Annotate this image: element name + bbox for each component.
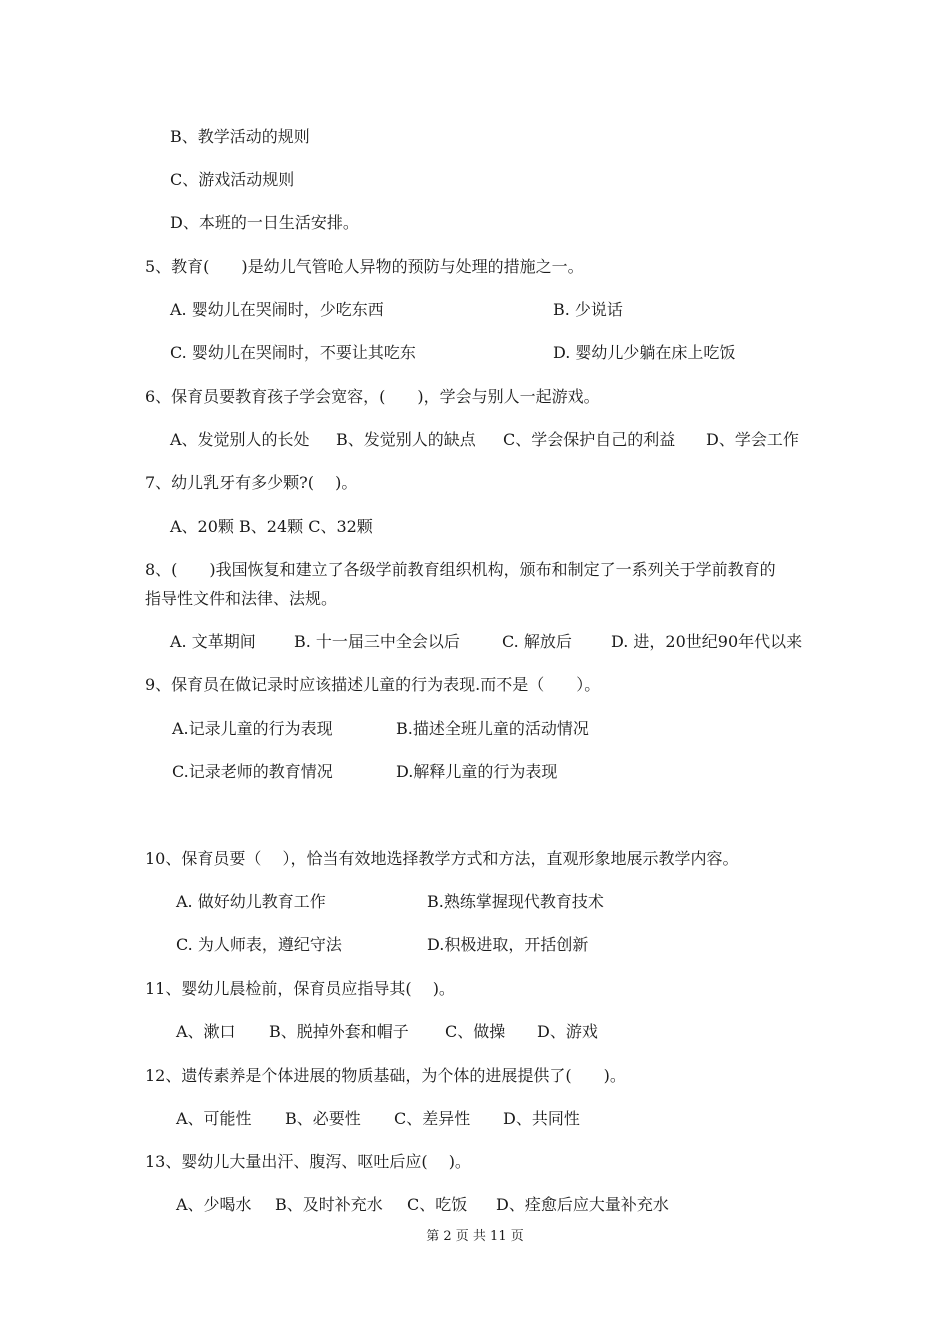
- question-7-options: A、20颗 B、24颗 C、32颗: [170, 517, 373, 536]
- question-13-option-c: C、吃饭: [407, 1195, 468, 1214]
- question-10-option-c: C. 为人师表，遵纪守法: [176, 935, 342, 954]
- question-7: 7、幼儿乳牙有多少颗?( )。: [145, 473, 358, 492]
- question-9-option-b: B.描述全班儿童的活动情况: [396, 719, 589, 738]
- question-8-option-c: C. 解放后: [502, 632, 572, 651]
- question-9-option-a: A.记录儿童的行为表现: [172, 719, 333, 738]
- question-6-option-a: A、发觉别人的长处: [170, 430, 310, 449]
- question-12-option-b: B、必要性: [285, 1109, 361, 1128]
- question-8-option-d: D. 进，20世纪90年代以来: [611, 632, 803, 651]
- question-9: 9、保育员在做记录时应该描述儿童的行为表现.而不是（ ）。: [145, 675, 601, 694]
- question-6-option-c: C、学会保护自己的利益: [503, 430, 676, 449]
- question-6-option-d: D、学会工作: [706, 430, 799, 449]
- question-5: 5、教育( )是幼儿气管呛人异物的预防与处理的措施之一。: [145, 257, 584, 276]
- question-11-option-a: A、漱口: [176, 1022, 236, 1041]
- question-13-option-d: D、痊愈后应大量补充水: [496, 1195, 669, 1214]
- question-11: 11、婴幼儿晨检前，保育员应指导其( )。: [145, 979, 455, 998]
- question-5-option-c: C. 婴幼儿在哭闹时，不要让其吃东: [170, 343, 416, 362]
- question-8-line-2: 指导性文件和法律、法规。: [145, 589, 338, 608]
- question-8-option-a: A. 文革期间: [170, 632, 256, 651]
- question-11-option-c: C、做操: [445, 1022, 506, 1041]
- question-8-option-b: B. 十一届三中全会以后: [294, 632, 460, 651]
- question-4-option-d: D、本班的一日生活安排。: [170, 213, 359, 232]
- question-9-option-c: C.记录老师的教育情况: [172, 762, 333, 781]
- question-12-option-a: A、可能性: [176, 1109, 252, 1128]
- page-footer: 第 2 页 共 11 页: [426, 1229, 524, 1244]
- question-12-option-d: D、共同性: [503, 1109, 580, 1128]
- question-9-option-d: D.解释儿童的行为表现: [396, 762, 558, 781]
- question-10: 10、保育员要（ ），恰当有效地选择教学方式和方法，直观形象地展示教学内容。: [145, 849, 739, 868]
- question-12-option-c: C、差异性: [394, 1109, 471, 1128]
- question-10-option-a: A. 做好幼儿教育工作: [176, 892, 326, 911]
- question-6-option-b: B、发觉别人的缺点: [336, 430, 476, 449]
- question-8-line-1: 8、( )我国恢复和建立了各级学前教育组织机构，颁布和制定了一系列关于学前教育的: [145, 560, 776, 579]
- question-5-option-b: B. 少说话: [553, 300, 623, 319]
- question-6: 6、保育员要教育孩子学会宽容，( )，学会与别人一起游戏。: [145, 387, 600, 406]
- question-10-option-b: B.熟练掌握现代教育技术: [427, 892, 604, 911]
- question-4-option-b: B、教学活动的规则: [170, 127, 310, 146]
- question-13: 13、婴幼儿大量出汗、腹泻、呕吐后应( )。: [145, 1152, 471, 1171]
- question-11-option-b: B、脱掉外套和帽子: [269, 1022, 409, 1041]
- question-12: 12、遗传素养是个体进展的物质基础，为个体的进展提供了( )。: [145, 1066, 626, 1085]
- question-13-option-b: B、及时补充水: [275, 1195, 383, 1214]
- question-4-option-c: C、游戏活动规则: [170, 170, 295, 189]
- question-11-option-d: D、游戏: [537, 1022, 598, 1041]
- question-5-option-a: A. 婴幼儿在哭闹时，少吃东西: [170, 300, 384, 319]
- question-10-option-d: D.积极进取，开括创新: [427, 935, 589, 954]
- question-13-option-a: A、少喝水: [176, 1195, 252, 1214]
- question-5-option-d: D. 婴幼儿少躺在床上吃饭: [553, 343, 736, 362]
